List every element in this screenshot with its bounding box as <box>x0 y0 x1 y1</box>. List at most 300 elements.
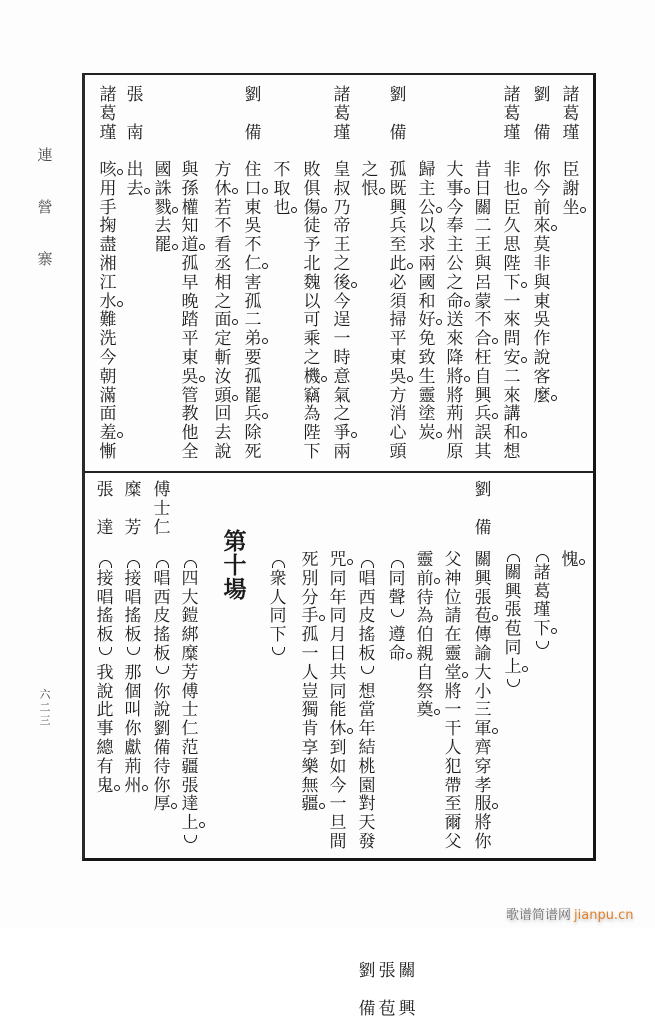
glyph: 對 <box>358 794 376 815</box>
glyph: 獨 <box>301 700 319 721</box>
glyph: 上 <box>503 658 523 677</box>
glyph: 之 <box>214 291 232 312</box>
period-mark <box>347 559 353 565</box>
glyph: 不 <box>214 216 232 237</box>
glyph: 下 <box>502 274 522 293</box>
glyph: 場 <box>223 576 247 603</box>
period-mark <box>551 395 557 401</box>
glyph: 瑾 <box>562 123 580 143</box>
stage-direction <box>178 551 202 852</box>
glyph: 堂 <box>443 664 463 683</box>
glyph: 今 <box>329 775 347 796</box>
glyph: 難 <box>99 310 117 331</box>
glyph: 事 <box>96 719 114 740</box>
dialogue-text <box>211 161 235 462</box>
watermark-site-name: 歌谱简谱网 <box>506 908 572 923</box>
glyph: 兩 <box>333 441 351 462</box>
glyph: 管 <box>181 385 199 406</box>
glyph: 踏 <box>181 310 199 331</box>
glyph: 備 <box>153 737 171 758</box>
dialogue-text <box>530 161 554 405</box>
glyph: 父 <box>444 550 462 570</box>
glyph: 瑾 <box>333 123 351 143</box>
glyph: 也 <box>502 180 522 199</box>
glyph: 靈 <box>418 385 436 406</box>
glyph: 二 <box>244 310 262 331</box>
dialogue-text <box>150 551 174 814</box>
glyph: 前 <box>415 570 435 589</box>
glyph: 權 <box>181 197 199 218</box>
glyph: 你 <box>533 160 551 180</box>
dialogue-text <box>443 161 467 462</box>
glyph: 一 <box>503 291 521 312</box>
running-title <box>33 129 57 285</box>
glyph: 一 <box>333 329 351 350</box>
speaker-name <box>530 86 554 142</box>
glyph: 孤 <box>181 253 199 274</box>
close-paren <box>387 607 407 626</box>
glyph: 東 <box>181 347 199 368</box>
glyph: 厚 <box>152 795 172 814</box>
glyph: 帶 <box>444 775 462 796</box>
glyph: 皮 <box>358 606 376 627</box>
speaker-name <box>397 962 417 1018</box>
period-mark <box>462 672 468 678</box>
glyph: 興 <box>504 581 522 602</box>
open-paren <box>152 551 172 570</box>
glyph: 聲 <box>388 587 406 608</box>
glyph: 獻 <box>124 737 142 758</box>
glyph: 歸 <box>418 160 436 180</box>
glyph: 鎧 <box>181 606 199 627</box>
dialogue-text <box>326 551 350 852</box>
period-mark <box>406 653 412 659</box>
glyph: 知 <box>181 216 199 237</box>
glyph: 搖 <box>153 625 171 646</box>
glyph: 興 <box>389 197 407 218</box>
glyph: 也 <box>272 199 292 218</box>
glyph: 在 <box>444 625 462 646</box>
glyph: 以 <box>303 291 321 312</box>
glyph: 吳 <box>244 216 262 237</box>
glyph: 葛 <box>99 104 117 124</box>
glyph: 板 <box>124 625 142 646</box>
glyph: 叔 <box>333 178 351 199</box>
glyph: 年 <box>329 587 347 608</box>
glyph: 遵 <box>388 625 406 646</box>
glyph: 發 <box>358 831 376 852</box>
glyph: 備 <box>533 123 551 143</box>
glyph: 一 <box>301 643 319 664</box>
open-paren <box>357 551 377 570</box>
glyph: 將 <box>445 368 465 387</box>
glyph: 之 <box>303 347 321 368</box>
glyph: 板 <box>153 643 171 664</box>
glyph: 營 <box>37 198 53 216</box>
glyph: 疆 <box>181 756 199 777</box>
glyph: 出 <box>126 160 144 180</box>
glyph: 手 <box>300 607 320 626</box>
glyph: 小 <box>474 681 492 702</box>
glyph: 下 <box>269 625 287 646</box>
glyph: 王 <box>474 235 492 256</box>
period-mark <box>232 395 238 401</box>
glyph: 取 <box>273 178 291 199</box>
glyph: 月 <box>329 625 347 646</box>
glyph: 園 <box>358 775 376 796</box>
glyph: 樂 <box>301 756 319 777</box>
glyph: 同 <box>329 568 347 589</box>
glyph: 唱 <box>96 587 114 608</box>
glyph: 罷 <box>244 385 262 406</box>
glyph: 至 <box>444 794 462 815</box>
glyph: 板 <box>96 625 114 646</box>
period-mark <box>464 301 470 307</box>
dialogue-text <box>385 551 409 664</box>
close-paren <box>532 639 552 658</box>
glyph: 年 <box>358 719 376 740</box>
glyph: 炭 <box>417 424 437 443</box>
glyph: 三 <box>474 700 492 721</box>
speaker-name <box>559 86 583 142</box>
glyph: 時 <box>333 347 351 368</box>
glyph: 興 <box>474 385 492 406</box>
glyph: 傅 <box>181 681 199 702</box>
glyph: 苞 <box>504 619 522 640</box>
watermark <box>506 904 633 923</box>
glyph: 同 <box>504 637 522 658</box>
page-number <box>33 688 57 727</box>
glyph: 兵 <box>243 405 263 424</box>
glyph: 關 <box>504 562 522 583</box>
stage-direction <box>266 551 290 664</box>
speaker-name <box>150 481 174 537</box>
period-mark <box>521 282 527 288</box>
period-mark <box>434 578 440 584</box>
glyph: 用 <box>99 178 117 199</box>
glyph: 掃 <box>389 310 407 331</box>
glyph: 事 <box>445 180 465 199</box>
glyph: 葛 <box>503 104 521 124</box>
glyph: 口 <box>243 180 263 199</box>
speaker-name <box>121 481 145 537</box>
glyph: 陛 <box>303 423 321 444</box>
glyph: 天 <box>358 813 376 834</box>
glyph: 塗 <box>418 404 436 425</box>
glyph: 今 <box>99 347 117 368</box>
glyph: 國 <box>418 272 436 293</box>
period-mark <box>232 188 238 194</box>
glyph: 衆 <box>269 568 287 589</box>
period-mark <box>464 188 470 194</box>
glyph: 非 <box>503 160 521 180</box>
glyph: 你 <box>124 719 142 740</box>
glyph: 大 <box>181 587 199 608</box>
glyph: 荊 <box>124 756 142 777</box>
glyph: 服 <box>473 795 493 814</box>
glyph: 吳 <box>388 368 408 387</box>
glyph: 日 <box>474 178 492 199</box>
glyph: 備 <box>358 999 376 1019</box>
glyph: 那 <box>124 662 142 683</box>
glyph: 旦 <box>329 813 347 834</box>
glyph: 三 <box>39 714 51 727</box>
glyph: 二 <box>39 701 51 714</box>
glyph: 王 <box>333 235 351 256</box>
glyph: 說 <box>96 681 114 702</box>
glyph: 孤 <box>244 291 262 312</box>
glyph: 皮 <box>153 606 171 627</box>
glyph: 北 <box>303 253 321 274</box>
glyph: 個 <box>124 681 142 702</box>
glyph: 臣 <box>503 197 521 218</box>
period-mark <box>407 376 413 382</box>
glyph: 共 <box>329 662 347 683</box>
dialogue-text <box>415 161 439 443</box>
glyph: 誅 <box>154 178 172 199</box>
dialogue-text <box>121 551 145 795</box>
glyph: 同 <box>329 606 347 627</box>
glyph: 四 <box>181 568 199 589</box>
speaker-name <box>357 962 377 1018</box>
period-mark <box>114 785 120 791</box>
period-mark <box>142 785 148 791</box>
glyph: 竊 <box>303 385 321 406</box>
glyph: 二 <box>474 216 492 237</box>
glyph: 好 <box>417 311 437 330</box>
glyph: 湘 <box>99 253 117 274</box>
close-paren <box>268 645 288 664</box>
glyph: 朝 <box>99 366 117 387</box>
glyph: 祭 <box>416 681 434 702</box>
glyph: 干 <box>444 719 462 740</box>
glyph: 和 <box>502 424 522 443</box>
glyph: 傳 <box>474 625 492 646</box>
glyph: 逞 <box>333 310 351 331</box>
glyph: 敗 <box>303 160 321 180</box>
glyph: 位 <box>444 587 462 608</box>
dialogue-text <box>559 161 583 217</box>
glyph: 心 <box>389 423 407 444</box>
glyph: 江 <box>99 272 117 293</box>
glyph: 待 <box>416 587 434 608</box>
glyph: 今 <box>333 291 351 312</box>
glyph: 若 <box>214 197 232 218</box>
glyph: 能 <box>329 700 347 721</box>
glyph: 諸 <box>503 85 521 105</box>
glyph: 須 <box>389 291 407 312</box>
watermark-domain: jianpu.cn <box>574 908 634 923</box>
open-paren <box>180 551 200 570</box>
glyph: 要 <box>244 347 262 368</box>
glyph: 其 <box>474 441 492 462</box>
glyph: 消 <box>389 404 407 425</box>
glyph: 唱 <box>124 587 142 608</box>
glyph: 上 <box>180 814 200 833</box>
glyph: 死 <box>301 550 319 570</box>
glyph: 劉 <box>474 480 492 500</box>
glyph: 昔 <box>474 160 492 180</box>
period-mark <box>579 559 585 565</box>
glyph: 不 <box>474 310 492 331</box>
glyph: 親 <box>416 643 434 664</box>
glyph: 人 <box>269 587 287 608</box>
glyph: 盡 <box>99 235 117 256</box>
glyph: 命 <box>387 645 407 664</box>
period-mark <box>379 188 385 194</box>
glyph: 看 <box>214 235 232 256</box>
glyph: 如 <box>329 756 347 777</box>
glyph: 你 <box>153 681 171 702</box>
glyph: 兩 <box>418 253 436 274</box>
speaker-name <box>386 86 410 142</box>
glyph: 客 <box>533 366 551 387</box>
dialogue-text <box>441 551 465 852</box>
glyph: 無 <box>301 775 319 796</box>
glyph: 坐 <box>561 199 581 218</box>
glyph: 第 <box>223 528 247 555</box>
glyph: 生 <box>418 366 436 387</box>
dialogue-text <box>151 161 175 255</box>
glyph: 之 <box>446 272 464 293</box>
glyph: 以 <box>418 216 436 237</box>
glyph: 說 <box>214 441 232 462</box>
glyph: 十 <box>223 552 247 579</box>
glyph: 洗 <box>99 329 117 350</box>
glyph: 爭 <box>332 424 352 443</box>
glyph: 齊 <box>474 737 492 758</box>
glyph: 相 <box>214 272 232 293</box>
glyph: 靈 <box>444 643 462 664</box>
glyph: 弟 <box>243 330 263 349</box>
dialogue-text <box>123 161 147 199</box>
glyph: 張 <box>181 775 199 796</box>
glyph: 想 <box>358 681 376 702</box>
glyph: 莫 <box>533 235 551 256</box>
glyph: 他 <box>181 423 199 444</box>
glyph: 吳 <box>180 368 200 387</box>
close-paren <box>180 833 200 852</box>
glyph: 吳 <box>533 310 551 331</box>
dialogue-text <box>270 161 294 217</box>
glyph: 接 <box>124 568 142 589</box>
glyph: 連 <box>37 146 53 164</box>
glyph: 恨 <box>360 180 380 199</box>
glyph: 享 <box>301 737 319 758</box>
glyph: 士 <box>153 499 171 519</box>
glyph: 去 <box>214 423 232 444</box>
glyph: 疆 <box>300 795 320 814</box>
glyph: 魏 <box>303 272 321 293</box>
glyph: 搖 <box>358 625 376 646</box>
glyph: 一 <box>329 794 347 815</box>
glyph: 想 <box>503 441 521 462</box>
glyph: 西 <box>153 587 171 608</box>
glyph: 送 <box>446 310 464 331</box>
period-mark <box>522 666 528 672</box>
glyph: 原 <box>446 441 464 462</box>
glyph: 諸 <box>333 85 351 105</box>
glyph: 軍 <box>473 720 493 739</box>
dialogue-text <box>500 161 524 462</box>
glyph: 你 <box>153 775 171 796</box>
period-mark <box>199 376 205 382</box>
glyph: 必 <box>389 272 407 293</box>
close-paren <box>95 645 115 664</box>
glyph: 州 <box>446 423 464 444</box>
glyph: 與 <box>474 253 492 274</box>
glyph: 諸 <box>533 562 551 583</box>
glyph: 兵 <box>389 216 407 237</box>
glyph: 來 <box>503 385 521 406</box>
glyph: 免 <box>418 329 436 350</box>
speaker-name <box>377 962 397 1018</box>
period-mark <box>351 282 357 288</box>
glyph: 寨 <box>37 250 53 268</box>
glyph: 予 <box>303 235 321 256</box>
glyph: 苞 <box>473 607 493 626</box>
open-paren <box>268 551 288 570</box>
group-speaker-names <box>357 481 417 1019</box>
glyph: 既 <box>389 178 407 199</box>
glyph: 非 <box>533 253 551 274</box>
glyph: 將 <box>474 813 492 834</box>
glyph: 和 <box>418 291 436 312</box>
close-paren <box>152 664 172 683</box>
glyph: 合 <box>473 330 493 349</box>
glyph: 至 <box>389 235 407 256</box>
speaker-name <box>500 86 524 142</box>
glyph: 作 <box>533 329 551 350</box>
glyph: 求 <box>418 235 436 256</box>
glyph: 來 <box>503 310 521 331</box>
glyph: 掬 <box>99 216 117 237</box>
glyph: 住 <box>244 160 262 180</box>
glyph: 板 <box>358 643 376 664</box>
glyph: 劉 <box>244 85 262 105</box>
glyph: 關 <box>474 550 492 570</box>
glyph: 道 <box>180 236 200 255</box>
glyph: 荊 <box>446 404 464 425</box>
glyph: 達 <box>181 794 199 815</box>
glyph: 去 <box>154 216 172 237</box>
glyph: 爾 <box>444 813 462 834</box>
glyph: 說 <box>533 347 551 368</box>
glyph: 傅 <box>153 480 171 500</box>
glyph: 東 <box>244 197 262 218</box>
glyph: 乘 <box>303 329 321 350</box>
glyph: 頭 <box>213 387 233 406</box>
glyph: 平 <box>389 329 407 350</box>
close-paren <box>123 645 143 664</box>
open-paren <box>532 545 552 564</box>
dialogue-text <box>358 161 382 199</box>
glyph: 桃 <box>358 756 376 777</box>
glyph: 愧 <box>560 551 580 570</box>
glyph: 綁 <box>181 625 199 646</box>
glyph: 來 <box>532 217 552 236</box>
dialogue-text <box>386 161 410 462</box>
glyph: 與 <box>181 160 199 180</box>
period-mark <box>436 207 442 213</box>
glyph: 搖 <box>124 606 142 627</box>
glyph: 前 <box>533 197 551 218</box>
glyph: 俱 <box>303 178 321 199</box>
glyph: 奠 <box>415 701 435 720</box>
glyph: 之 <box>333 253 351 274</box>
glyph: 叫 <box>124 700 142 721</box>
glyph: 死 <box>244 441 262 462</box>
